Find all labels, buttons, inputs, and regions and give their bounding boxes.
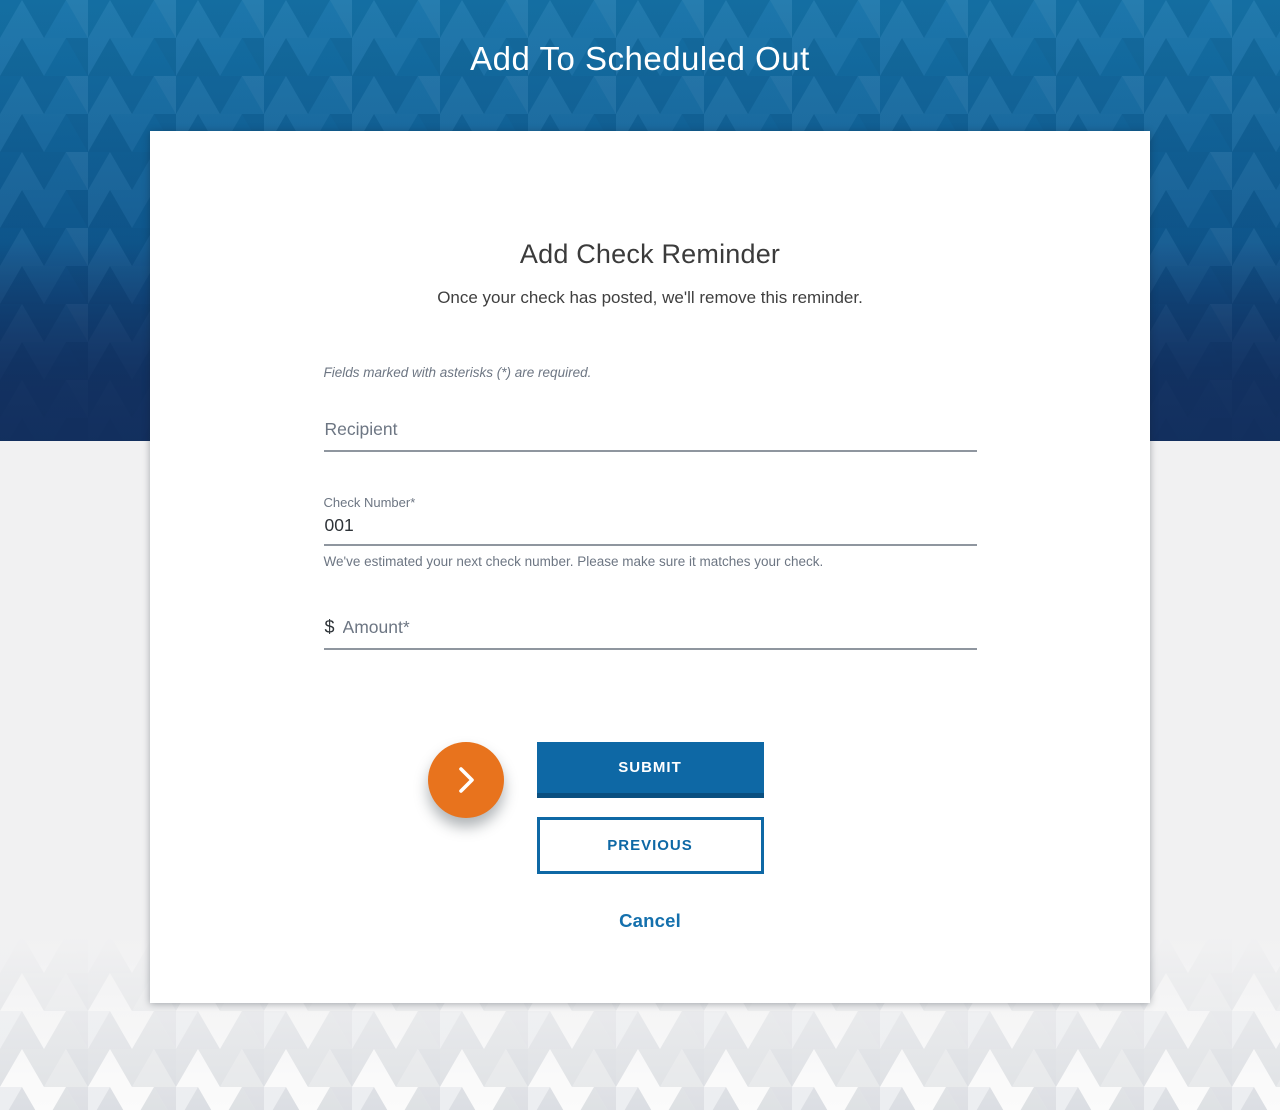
check-number-label: Check Number*	[323, 495, 416, 510]
submit-row	[537, 742, 764, 798]
recipient-input[interactable]	[324, 413, 977, 452]
next-step-fab-button[interactable]	[428, 742, 504, 818]
card-heading: Add Check Reminder	[519, 239, 781, 269]
check-number-helper-text: We've estimated your next check number. Please make sure it matches your check.	[323, 554, 824, 569]
page-title: Add To Scheduled Out	[470, 40, 810, 77]
check-number-field	[324, 495, 977, 569]
previous-button[interactable]: PREVIOUS	[537, 817, 764, 874]
amount-input[interactable]	[335, 611, 977, 648]
chevron-right-icon	[448, 762, 484, 798]
submit-button[interactable]: SUBMIT	[537, 742, 764, 798]
check-reminder-form	[324, 365, 977, 932]
card-subheading: Once your check has posted, we'll remove this reminder.	[437, 288, 863, 307]
dollar-sign: $	[324, 617, 335, 637]
cancel-link[interactable]: Cancel	[619, 910, 681, 931]
required-fields-note: Fields marked with asterisks (*) are required.	[323, 365, 592, 380]
amount-field	[324, 611, 977, 650]
amount-input-wrap	[324, 611, 977, 650]
check-reminder-card	[150, 131, 1150, 1003]
check-number-input[interactable]	[324, 510, 977, 546]
recipient-field	[324, 413, 977, 452]
